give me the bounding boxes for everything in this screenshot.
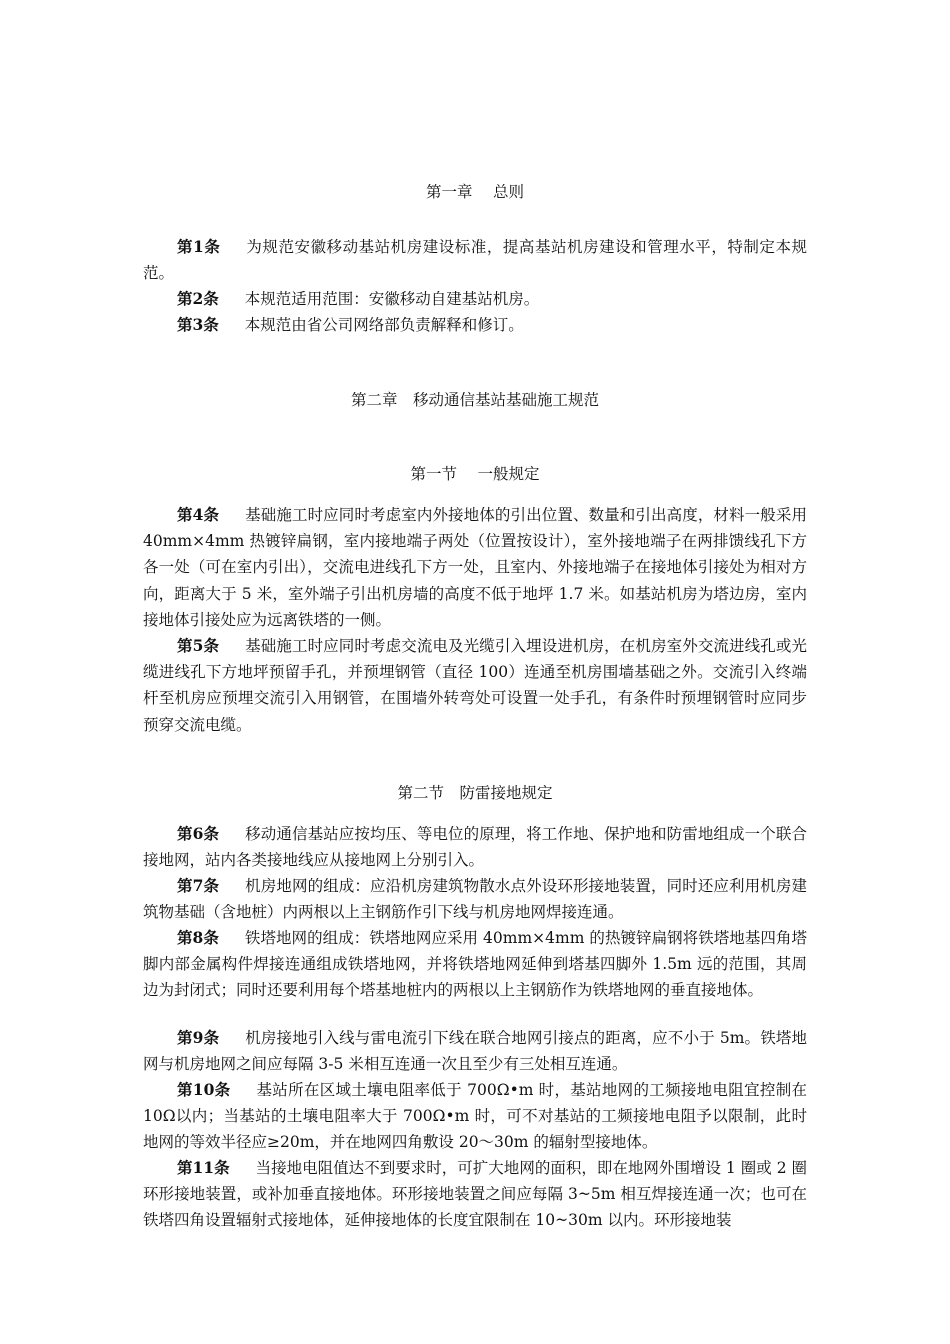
article-number: 第10条 <box>177 1080 231 1099</box>
article-text: 当接地电阻值达不到要求时，可扩大地网的面积，即在地网外围增设 1 圈或 2 圈环形接地装置，或补加垂直接地体。环形接地装置之间应每隔 3~5m 相互焊接连通一次；也可在铁塔四角设置辐射式接地体，延伸接地体的长度宜限制在 10~30m 以内。环形接地装 <box>143 1159 807 1230</box>
article-number: 第7条 <box>177 876 220 895</box>
article-text: 机房地网的组成：应沿机房建筑物散水点外设环形接地装置，同时还应利用机房建筑物基础（含地桩）内两根以上主钢筋作引下线与机房地网焊接连通。 <box>143 877 807 922</box>
article-text: 本规范由省公司网络部负责解释和修订。 <box>244 316 524 334</box>
article-number: 第3条 <box>177 315 219 334</box>
article-1 <box>143 234 807 286</box>
article-text: 机房接地引入线与雷电流引下线在联合地网引接点的距离，应不小于 5m。铁塔地网与机房地网之间应每隔 3-5 米相互连通一次且至少有三处相互连通。 <box>143 1029 807 1074</box>
section-2-title: 第二节 防雷接地规定 <box>397 784 553 802</box>
article-3 <box>143 312 807 338</box>
article-5 <box>143 633 807 738</box>
article-text: 铁塔地网的组成：铁塔地网应采用 40mm×4mm 的热镀锌扁钢将铁塔地基四角塔脚内部金属构件焊接连通组成铁塔地网，并将铁塔地网延伸到塔基四脚外 1.5m 远的范围，其周边为封闭式；同时还要利用每个塔基地桩内的两根以上主钢筋作为铁塔地网的垂直接地体。 <box>143 929 807 1000</box>
article-text: 基础施工时应同时考虑室内外接地体的引出位置、数量和引出高度，材料一般采用 40mm×4mm 热镀锌扁钢，室内接地端子两处（位置按设计），室外接地端子在两排馈线孔下方各一处（可在室内引出），交流电进线孔下方一处，且室内、外接地端子在接地体引接处为相对方向，距离大于 5 米，室外端子引出机房墙的高度不低于地坪 1.7 米。如基站机房为塔边房，室内接地体引接处应为远离铁塔的一侧。 <box>143 506 807 629</box>
article-number: 第8条 <box>177 928 219 947</box>
article-text: 为规范安徽移动基站机房建设标准，提高基站机房建设和管理水平，特制定本规范。 <box>143 238 807 283</box>
article-text: 移动通信基站应按均压、等电位的原理，将工作地、保护地和防雷地组成一个联合接地网，站内各类接地线应从接地网上分别引入。 <box>143 825 807 870</box>
article-8 <box>143 925 807 1004</box>
article-number: 第2条 <box>177 289 219 308</box>
article-2 <box>143 286 807 312</box>
article-11 <box>143 1155 807 1234</box>
article-number: 第6条 <box>177 824 220 843</box>
article-10 <box>143 1077 807 1156</box>
article-4 <box>143 502 807 633</box>
article-6 <box>143 821 807 873</box>
article-number: 第1条 <box>177 237 221 256</box>
article-number: 第5条 <box>177 636 220 655</box>
article-text: 本规范适用范围：安徽移动自建基站机房。 <box>244 290 540 308</box>
section-1-title: 第一节 一般规定 <box>410 465 540 483</box>
article-number: 第9条 <box>177 1028 220 1047</box>
article-7 <box>143 873 807 925</box>
article-text: 基站所在区域土壤电阻率低于 700Ω•m 时，基站地网的工频接地电阻宜控制在 10Ω以内；当基站的土壤电阻率大于 700Ω•m 时，可不对基站的工频接地电阻予以限制，此时地网的等效半径应≥20m，并在地网四角敷设 20～30m 的辐射型接地体。 <box>143 1081 807 1152</box>
chapter-1-title: 第一章 总则 <box>426 183 524 201</box>
article-text: 基础施工时应同时考虑交流电及光缆引入埋设进机房，在机房室外交流进线孔或光缆进线孔下方地坪预留手孔，并预埋钢管（直径 100）连通至机房围墙基础之外。交流引入终端杆至机房应预埋交流引入用钢管，在围墙外转弯处可设置一处手孔，有条件时预埋钢管时应同步预穿交流电缆。 <box>143 637 807 734</box>
chapter-2-title: 第二章 移动通信基站基础施工规范 <box>350 391 599 409</box>
article-number: 第11条 <box>177 1158 230 1177</box>
article-number: 第4条 <box>177 505 220 524</box>
article-9 <box>143 1025 807 1077</box>
